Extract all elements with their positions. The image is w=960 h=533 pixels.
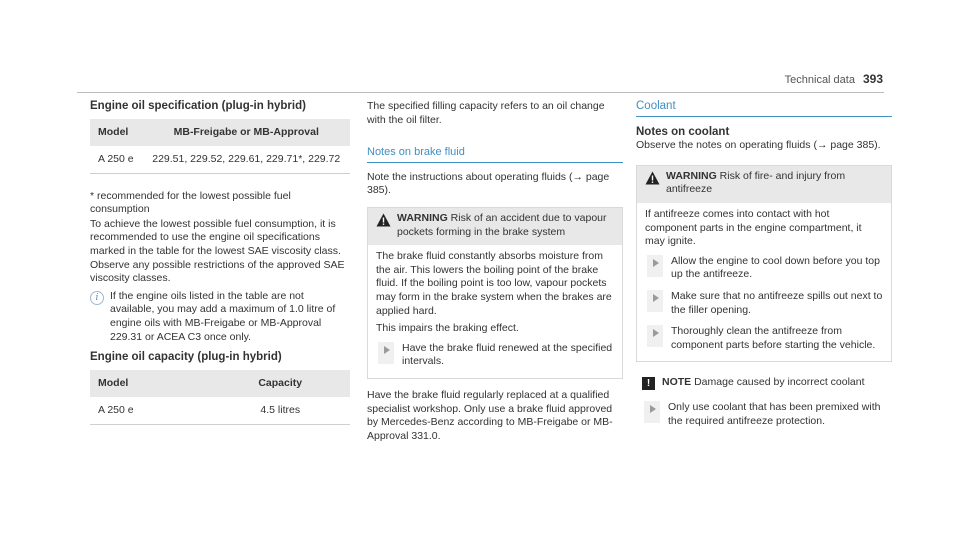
brake-fluid-note: Note the instructions about operating fluids (→ page 385). (367, 170, 610, 197)
step-text: Have the brake fluid renewed at the specified intervals. (402, 341, 613, 368)
notice-box (636, 376, 892, 390)
list-item (636, 396, 892, 431)
step-arrow-icon (647, 255, 663, 277)
step-text: Allow the engine to cool down before you top up the antifreeze. (671, 254, 880, 281)
table-cell-model: A 250 e (90, 146, 143, 174)
warning-text: The brake fluid constantly absorbs moisture from the air. This lowers the boiling point of the brake fluid. If the boiling point is too low, vapour pockets may form in the brake system when the brakes are applied hard. (376, 250, 612, 317)
column-left (90, 100, 350, 425)
step-arrow-icon (647, 325, 663, 347)
warning-title: Risk of fire- and injury from antifreeze (666, 169, 846, 196)
info-icon: i (90, 291, 104, 305)
brake-fluid-closing: Have the brake fluid regularly replaced at a qualified specialist workshop. Only use a brake fluid approved by Mercedes-Benz according to MB-Freigabe or MB-Approval 331.0. (367, 388, 613, 442)
warning-body (368, 245, 622, 378)
coolant-notes-title: Notes on coolant (636, 125, 730, 138)
list-item (376, 337, 614, 372)
info-note (90, 290, 350, 344)
step-text: Make sure that no antifreeze spills out next to the filler opening. (671, 289, 883, 316)
table-row (90, 146, 350, 174)
step-text: Only use coolant that has been premixed with the required antifreeze protection. (668, 401, 881, 427)
recommendation-paragraph: To achieve the lowest possible fuel consumption, it is recommended to use the engine oil specifications marked in the table for the lowest SAE viscosity class. Observe any possible restrictions of the approved SAE viscosity classes. (90, 217, 345, 285)
notice-text: Damage caused by incorrect coolant (694, 376, 865, 389)
table-cell-capacity: 4.5 litres (210, 397, 350, 425)
step-arrow-icon (644, 401, 660, 423)
warning-label: WARNING (397, 211, 448, 224)
oil-spec-title: Engine oil specification (plug-in hybrid) (90, 100, 306, 112)
table-cell-model: A 250 e (90, 397, 210, 425)
coolant-warning-box (636, 165, 892, 363)
step-arrow-icon (647, 290, 663, 312)
capacity-table (90, 370, 350, 425)
warning-label: WARNING (666, 169, 717, 182)
step-arrow-icon (378, 342, 394, 364)
warning-header (368, 208, 622, 245)
list-item (645, 250, 883, 285)
notice-label: NOTE (662, 376, 692, 389)
coolant-heading: Coolant (636, 100, 892, 117)
list-item (645, 285, 883, 320)
footnote: * recommended for the lowest possible fuel consumption (90, 189, 291, 216)
table-header-model: Model (90, 119, 143, 146)
warning-triangle-icon (376, 213, 391, 227)
filling-capacity-note: The specified filling capacity refers to an oil change with the oil filter. (367, 100, 605, 126)
notice-icon: ! (642, 377, 655, 390)
warning-body (637, 203, 891, 361)
capacity-title: Engine oil capacity (plug-in hybrid) (90, 351, 282, 364)
table-header-model: Model (90, 370, 210, 397)
table-header-capacity: Capacity (210, 370, 350, 397)
column-right (636, 100, 892, 432)
table-cell-approval: 229.51, 229.52, 229.61, 229.71*, 229.72 (143, 146, 351, 174)
warning-triangle-icon (645, 171, 660, 185)
section-title: Technical data (784, 74, 855, 86)
brake-fluid-heading: Notes on brake fluid (367, 146, 623, 163)
oil-spec-table (90, 119, 350, 174)
table-row (90, 397, 350, 425)
brake-warning-box (367, 207, 623, 379)
warning-text: If antifreeze comes into contact with hot component parts in the engine compartment, it may ignite. (645, 207, 862, 248)
warning-header (637, 166, 891, 203)
column-middle (367, 100, 623, 444)
warning-effect: This impairs the braking effect. (376, 322, 519, 335)
page-header (785, 73, 883, 88)
header-rule (77, 92, 884, 93)
coolant-notes-text: Observe the notes on operating fluids (→ page 385). (636, 139, 881, 152)
step-text: Thoroughly clean the antifreeze from component parts before starting the vehicle. (671, 325, 876, 351)
page-number: 393 (862, 72, 883, 86)
table-header-approval: MB-Freigabe or MB-Approval (143, 119, 351, 146)
info-note-text: If the engine oils listed in the table are not available, you may add a maximum of 1.0 litre of engine oils with MB-Freigabe or MB-Approval 229.31 or ACEA C3 once only. (110, 289, 336, 343)
list-item (645, 320, 883, 355)
warning-title: Risk of an accident due to vapour pockets forming in the brake system (397, 211, 607, 238)
